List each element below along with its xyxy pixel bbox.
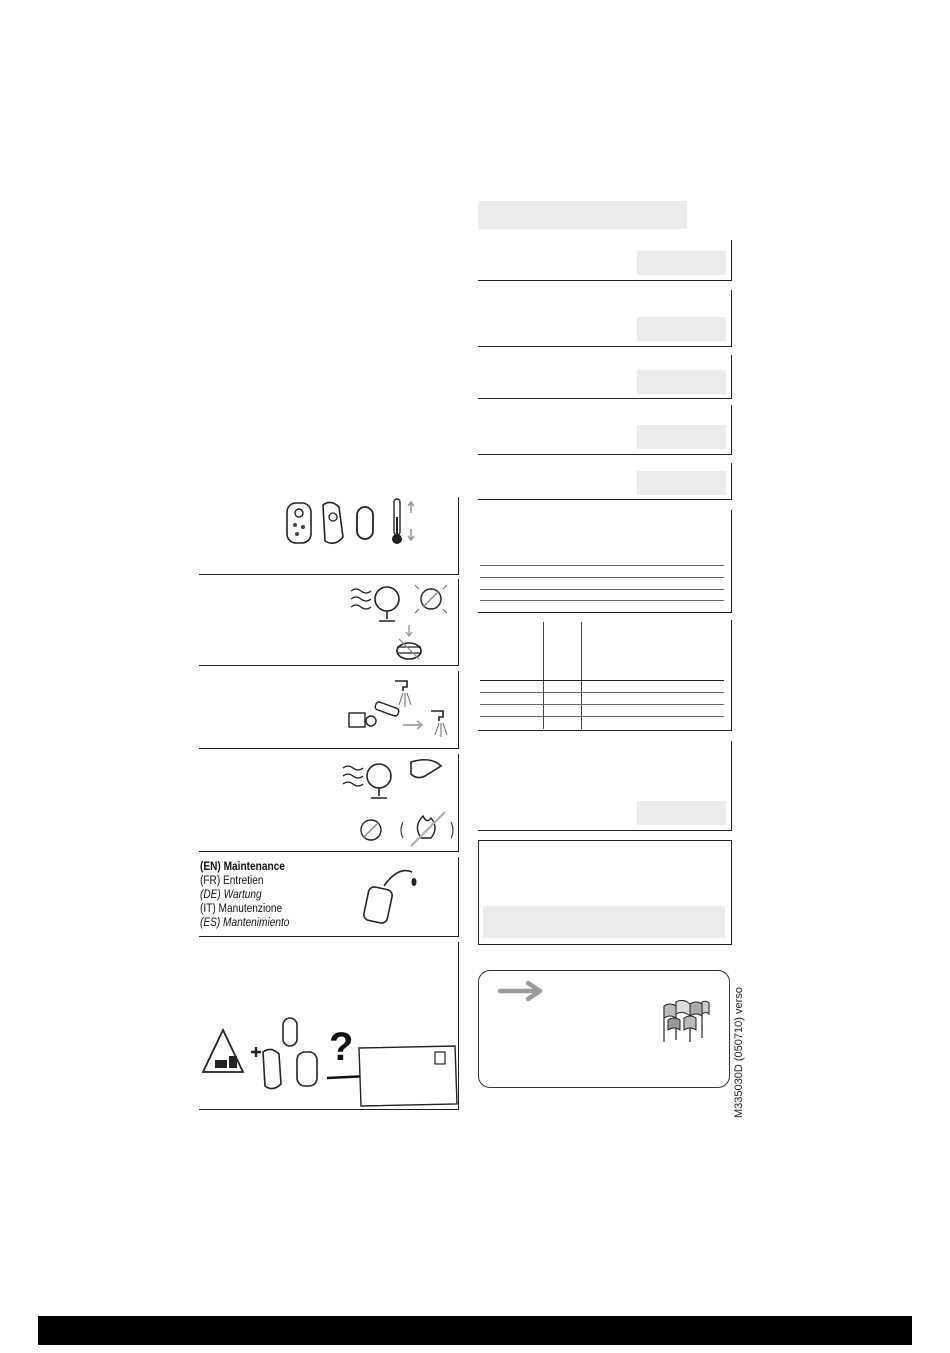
table-col-divider [581, 622, 582, 729]
panel-table [478, 620, 732, 731]
flags-icon [660, 1000, 710, 1044]
field-box-4 [637, 425, 726, 449]
maintenance-de: (DE) Wartung [200, 889, 262, 901]
field-box-8 [637, 801, 726, 825]
header-gray-bar [478, 201, 687, 229]
oil-bottle-icon [358, 866, 420, 926]
devices-thermometer-icon [281, 497, 431, 549]
document-code: M335030D (050710) verso [733, 987, 745, 1118]
maintenance-heading-block [200, 860, 289, 930]
panel-washing [199, 671, 459, 749]
table-col-divider [543, 622, 544, 729]
field-box-5 [637, 471, 726, 495]
ruled-line [480, 600, 724, 601]
no-heat-no-fire-icon [341, 756, 456, 850]
field-box-1 [637, 251, 726, 275]
svg-text:?: ? [329, 1025, 354, 1069]
panel-storage-temperature [199, 497, 459, 575]
table-row-line [480, 716, 724, 717]
maintenance-es: (ES) Mantenimiento [200, 917, 290, 929]
wide-field-box [483, 906, 725, 938]
maintenance-fr: (FR) Entretien [200, 875, 264, 887]
footer-black-bar [38, 1316, 912, 1345]
ruled-line [480, 565, 724, 566]
panel-drying [199, 579, 459, 666]
fan-sun-drying-icon [349, 581, 454, 663]
field-box-2 [637, 317, 726, 341]
table-row-line [480, 704, 724, 705]
tap-brush-washing-icon [347, 671, 457, 747]
table-row-line [480, 680, 724, 681]
panel-no-heat [199, 754, 459, 852]
panel-ruled-lines [478, 510, 732, 613]
chemical-hazard-question-icon [199, 1012, 461, 1112]
maintenance-it: (IT) Manutenzione [200, 903, 283, 915]
arrow-right-icon [496, 979, 548, 1003]
ruled-line [480, 589, 724, 590]
ruled-line [480, 577, 724, 578]
field-box-3 [637, 370, 726, 394]
table-row-line [480, 692, 724, 693]
maintenance-en: (EN) Maintenance [200, 861, 285, 873]
